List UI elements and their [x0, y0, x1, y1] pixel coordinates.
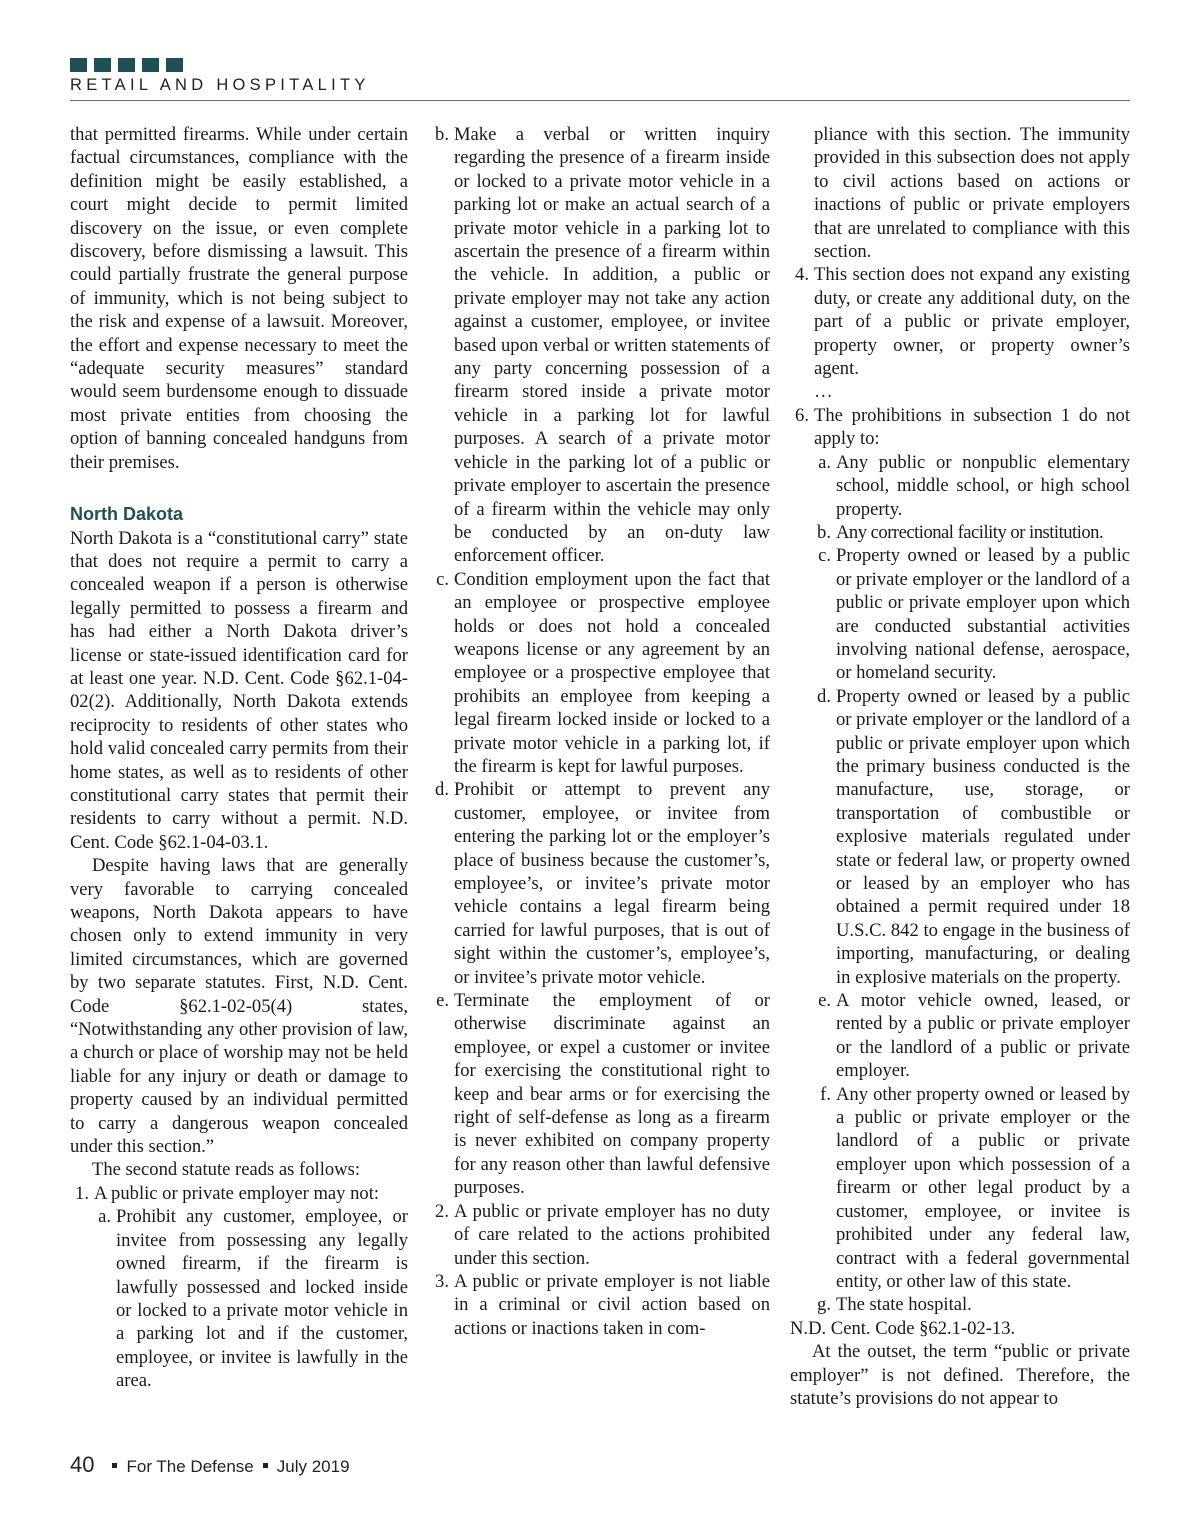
paragraph: The second statute reads as follows: — [92, 1159, 360, 1181]
list-item — [790, 404, 1130, 451]
column-1 — [70, 123, 408, 1393]
list-text: Any correctional facility or institution. — [836, 521, 1104, 543]
list-marker: b. — [435, 124, 449, 145]
page-header — [70, 58, 1130, 94]
list-text: Prohibit any customer, employee, or invitee from possessing any legally owned firearm, if the firearm is lawfully possessed and locked inside or locked to a private motor vehicle in a parking lot and if the customer, employee, or invitee is lawfully in the area. — [116, 1206, 408, 1392]
list-text: A motor vehicle owned, leased, or rented by a public or private employer or the landlord of a public or private employer. — [836, 990, 1130, 1082]
list-item — [430, 1200, 770, 1270]
list-marker: f. — [820, 1083, 831, 1105]
list-marker: 4. — [795, 264, 809, 286]
list-text: Prohibit or attempt to prevent any customer, employee, or invitee from entering the parking lot or the employer’s place of business because the customer’s, employee’s, or invitee’s private motor vehicle contains a legal firearm being carried for lawful purposes, that is out of sight within the customer’s, employee’s, or invitee’s private motor vehicle. — [454, 779, 770, 988]
subsection-heading: North Dakota — [70, 504, 184, 525]
list-item-continuation — [790, 123, 1130, 263]
list-text: Condition employment upon the fact that an employee or prospective employee holds or does not hold a concealed weapons license or any agreement by an employee or a prospective employee that prohibits an employee from keeping a legal firearm locked inside or locked to a private motor vehicle in a parking lot, if the firearm is kept for lawful purposes. — [454, 568, 770, 777]
square-ornament — [142, 58, 159, 72]
list-marker: d. — [435, 779, 449, 801]
list-text: Any other property owned or leased by a public or private employer or the landlord of a public or private employer upon which possession of a firearm or other legal product by a customer, employee, or invitee is prohibited under any federal law, contract with a federal governmental entity, or other law of this state. — [836, 1083, 1130, 1292]
list-text: Make a verbal or written inquiry regarding the presence of a firearm inside or locked to a private motor vehicle in a parking lot or make an actual search of a private motor vehicle in a parking lot to ascertain the presence of a firearm within the vehicle. In addition, a public or private employer may not take any action against a customer, employee, or invitee based upon verbal or written statements of any party concerning possession of a firearm stored inside a private motor vehicle in a parking lot for lawful purposes. A search of a private motor vehicle in the parking lot of a public or private employer to ascertain the presence of a firearm within the vehicle may only be conducted by an on-duty law enforcement officer. — [454, 124, 771, 567]
list-marker: c. — [436, 568, 449, 590]
spacer — [70, 474, 408, 497]
list-item — [70, 1182, 408, 1205]
list-item — [430, 989, 770, 1200]
list-item — [790, 521, 1130, 544]
list-text: A public or private employer is not liable in a criminal or civil action based on actions or inactions taken in com- — [454, 1270, 770, 1339]
list-item — [430, 1270, 770, 1340]
list-marker: 3. — [435, 1270, 449, 1292]
column-3 — [790, 123, 1130, 1410]
paragraph: Despite having laws that are generally very favorable to carrying concealed weapons, North Dakota appears to have chosen only to extend immunity in very limited circumstances, which are governed by two separate statutes. First, N.D. Cent. Code §62.1-02-05(4) states, “Notwithstanding any other provision of law, a church or place of worship may not be held liable for any injury or death or damage to property caused by an individual permitted to carry a dangerous weapon concealed under this section.” — [70, 855, 408, 1158]
list-text: A public or private employer may not: — [94, 1182, 380, 1204]
list-text: Property owned or leased by a public or private employer or the landlord of a public or private employer upon which are conducted substantial activities involving national defense, aerospace, or homeland security. — [836, 545, 1130, 684]
list-marker: 1. — [75, 1182, 89, 1204]
list-item — [790, 544, 1130, 684]
square-ornament — [94, 58, 111, 72]
list-text: The state hospital. — [836, 1294, 972, 1316]
list-marker: e. — [436, 990, 449, 1012]
list-text: The prohibitions in subsection 1 do not apply to: — [814, 404, 1130, 450]
omission-ellipsis: … — [814, 381, 833, 403]
list-item — [430, 123, 770, 568]
list-item — [790, 989, 1130, 1083]
list-text: pliance with this section. The immunity provided in this subsection does not apply to civil actions based on actions or inactions of public or private employers that are unrelated to compliance with this section. — [814, 124, 1130, 263]
list-item — [430, 568, 770, 779]
square-ornament — [118, 58, 135, 72]
list-marker: b. — [817, 521, 831, 543]
list-item — [790, 451, 1130, 521]
separator-bullet — [112, 1463, 117, 1468]
paragraph: that permitted firearms. While under certain factual circumstances, compliance with the definition might be easily established, a court might decide to permit limited discovery on the issue, or even complete discovery, before dismissing a lawsuit. This could partially frustrate the general purpose of immunity, which is not being subject to the risk and expense of a lawsuit. Moreover, the effort and expense necessary to meet the “adequate security measures” standard would seem burdensome enough to dissuade most private entities from choosing the option of banning concealed handguns from their premises. — [70, 124, 408, 473]
separator-bullet — [263, 1463, 268, 1468]
paragraph: At the outset, the term “public or private employer” is not defined. Therefore, the statute’s provisions do not appear to — [790, 1341, 1130, 1409]
list-marker: d. — [817, 685, 831, 707]
list-marker: 6. — [795, 404, 809, 426]
page-footer — [70, 1452, 350, 1478]
list-marker: g. — [817, 1294, 831, 1316]
square-ornament — [166, 58, 183, 72]
paragraph: North Dakota is a “constitutional carry” state that does not require a permit to carry a concealed weapon if a person is otherwise legally permitted to possess a firearm and has had either a North Dakota driver’s license or state-issued identification card for at least one year. N.D. Cent. Code §62.1-04-02(2). Additionally, North Dakota extends reciprocity to residents of other states who hold valid concealed carry permits from their home states, as well as to residents of other constitutional carry states that permit their residents to carry without a permit. N.D. Cent. Code §62.1-04-03.1. — [70, 527, 408, 853]
header-rule — [70, 100, 1130, 101]
statute-citation: N.D. Cent. Code §62.1-02-13. — [790, 1317, 1016, 1339]
section-label: RETAIL AND HOSPITALITY — [70, 76, 370, 94]
list-text: Property owned or leased by a public or private employer or the landlord of a public or private employer upon which the primary business conducted is the manufacture, use, storage, or transportation of combustible or explosive materials regulated under state or federal law, or property owned or leased by an employer who has obtained a permit required under 18 U.S.C. 842 to engage in the business of importing, manufacturing, or dealing in explosive materials on the property. — [836, 685, 1130, 988]
column-2 — [430, 123, 770, 1340]
publication-name: For The Defense — [126, 1457, 254, 1476]
list-item — [430, 778, 770, 989]
issue-date: July 2019 — [276, 1457, 350, 1476]
list-text: Terminate the employment of or otherwise discriminate against an employee, or expel a customer or invitee for exercising the constitutional right to keep and bear arms or for exercising the right of self-defense as long as a firearm is never exhibited on company property for any reason other than lawful defensive purposes. — [454, 990, 770, 1199]
list-marker: a. — [98, 1206, 111, 1228]
list-marker: c. — [818, 545, 831, 567]
header-squares-ornament — [70, 58, 1130, 72]
list-marker: 2. — [435, 1200, 449, 1222]
list-item — [790, 1083, 1130, 1294]
list-item — [70, 1205, 408, 1392]
list-item — [790, 263, 1130, 380]
list-text: A public or private employer has no duty of care related to the actions prohibited under this section. — [454, 1200, 770, 1269]
list-item — [790, 1293, 1130, 1316]
page-number: 40 — [70, 1452, 95, 1477]
list-marker: e. — [818, 990, 831, 1012]
list-text: Any public or nonpublic elementary school, middle school, or high school property. — [836, 451, 1130, 520]
list-item — [790, 685, 1130, 989]
square-ornament — [70, 58, 87, 72]
list-text: This section does not expand any existing duty, or create any additional duty, on the part of a public or private employer, property owner, or property owner’s agent. — [814, 264, 1130, 380]
list-marker: a. — [818, 451, 831, 473]
